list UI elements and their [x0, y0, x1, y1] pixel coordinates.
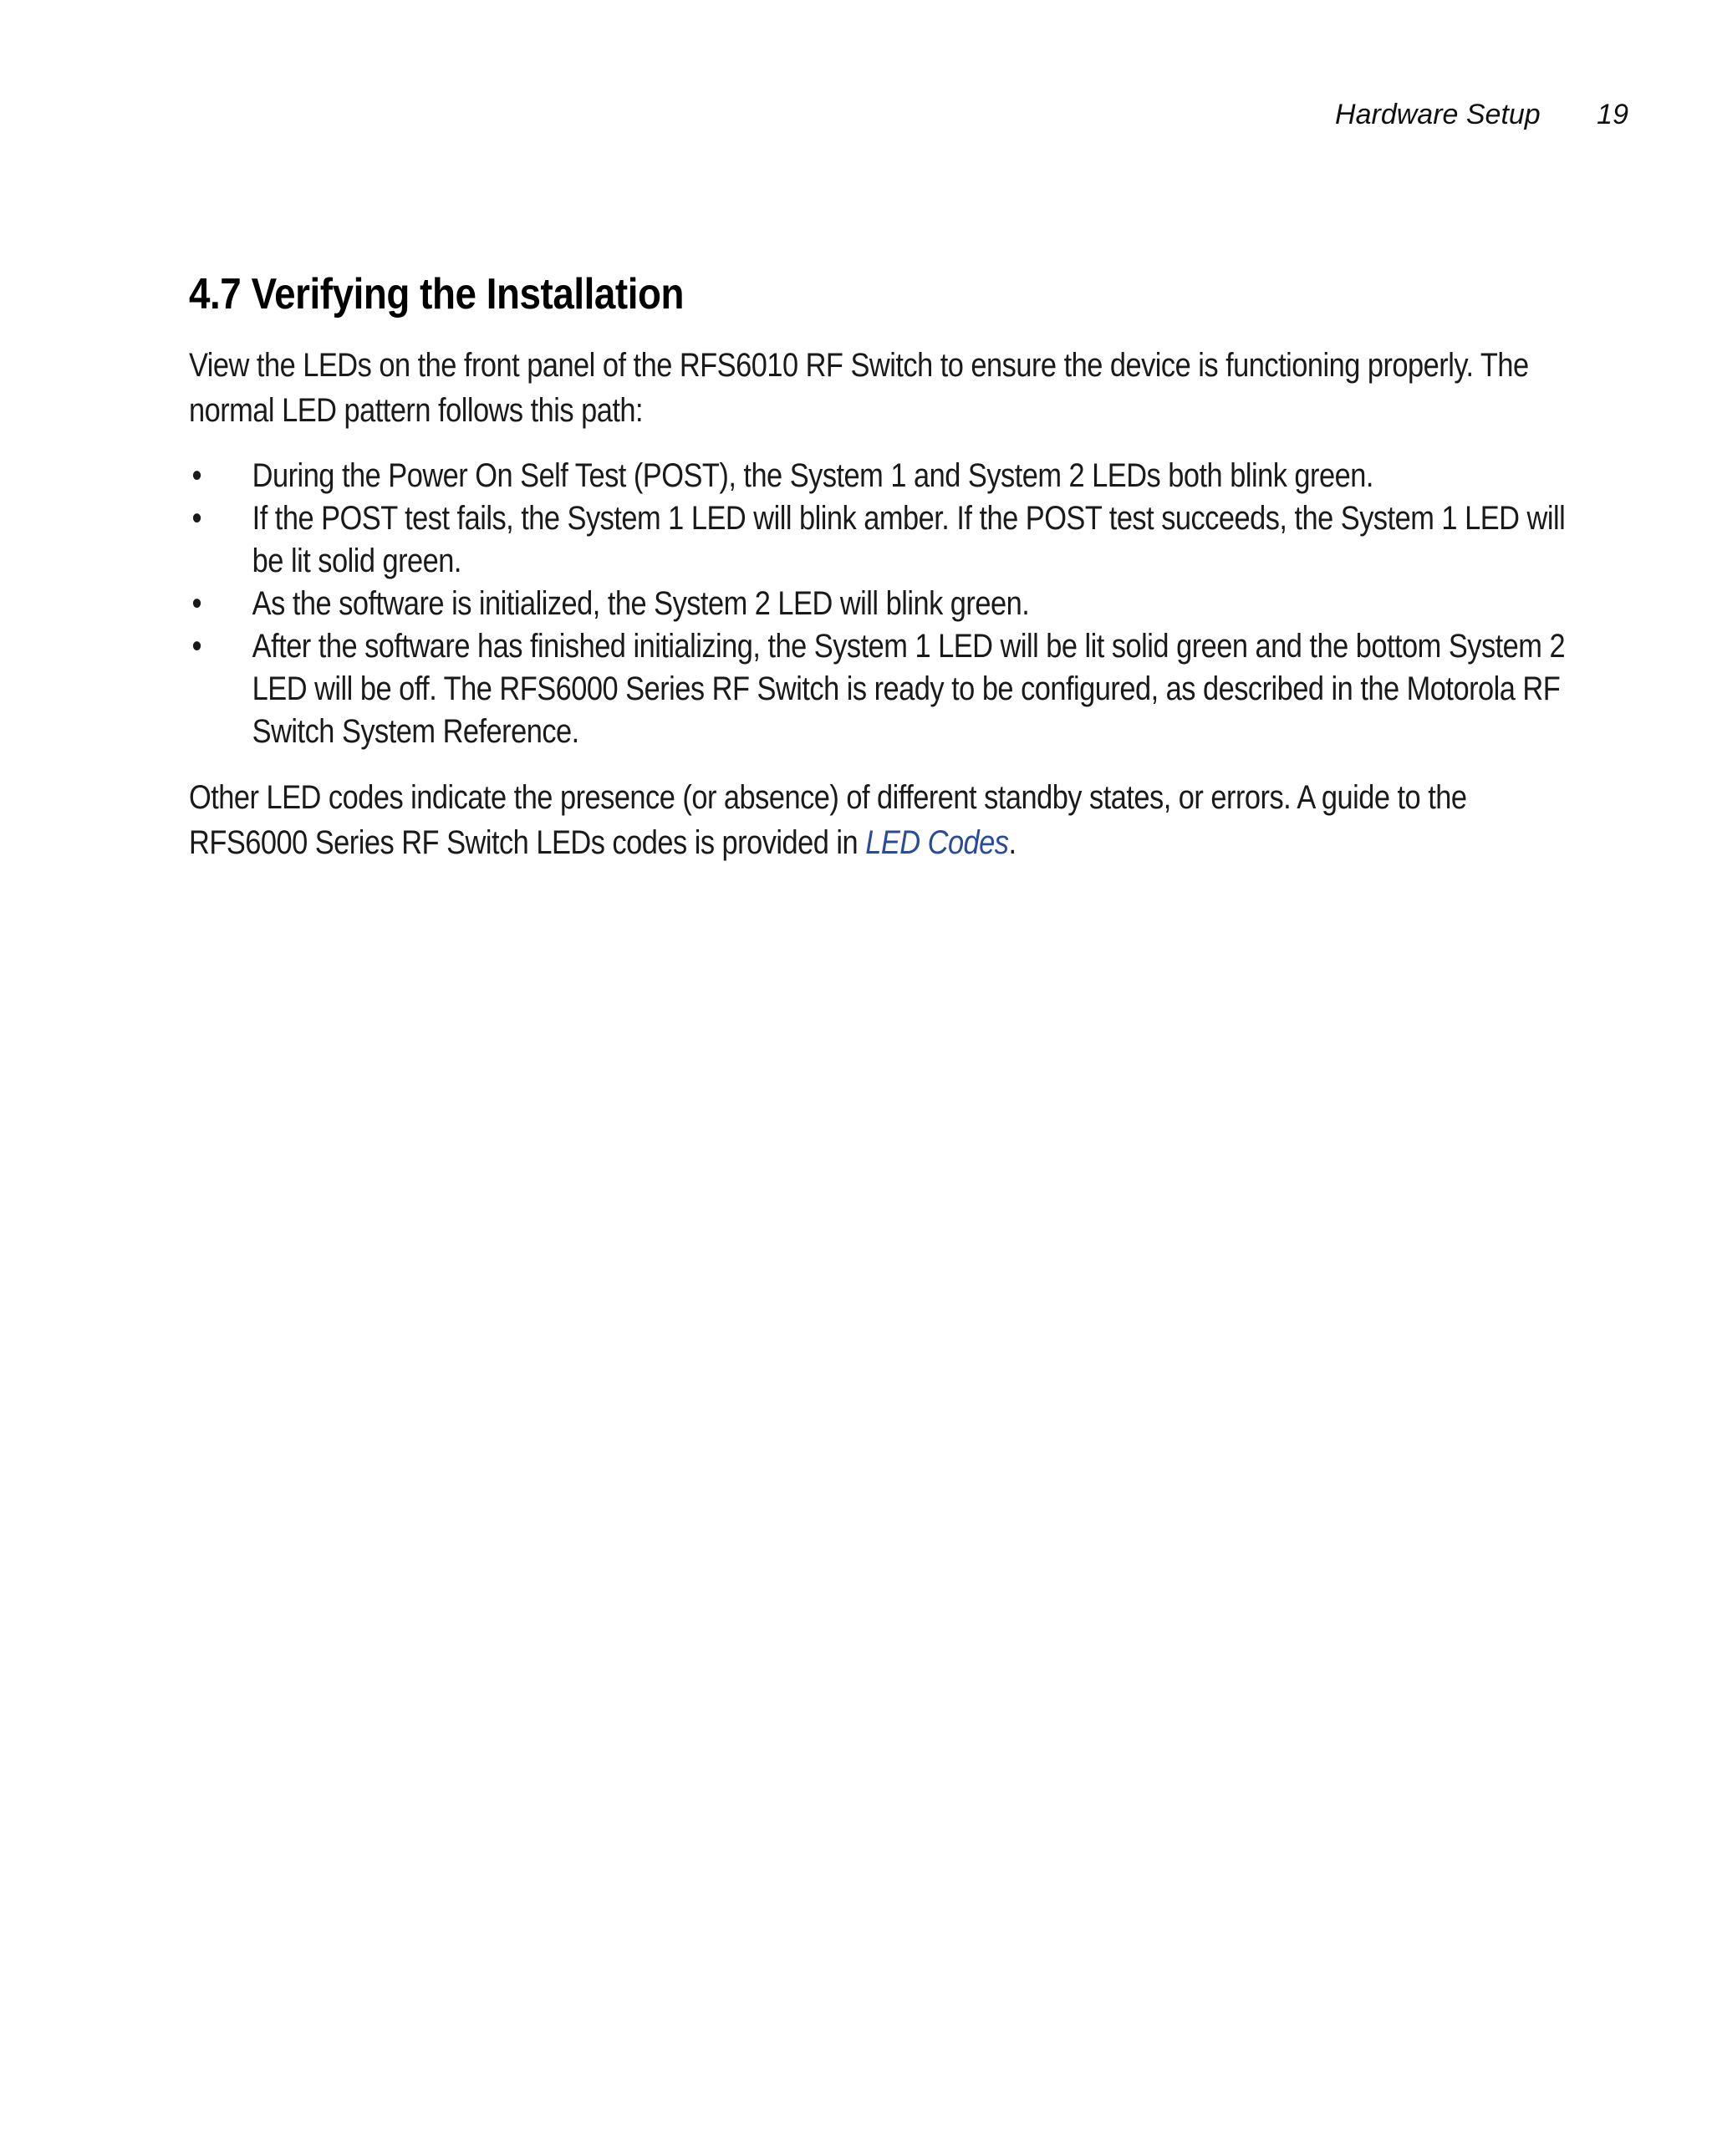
- intro-paragraph: View the LEDs on the front panel of the RFS6010 RF Switch to ensure the device is functioning properly. The normal LED pattern follows this path:: [189, 347, 1529, 429]
- list-item: [189, 583, 1590, 625]
- section-heading: 4.7 Verifying the Installation: [189, 270, 685, 319]
- list-item-text: After the software has finished initializing, the System 1 LED will be lit solid green and the bottom System 2 LED will be off. The RFS6000 Series RF Switch is ready to be configured, as described in the Motorola RF Switch System Reference.: [252, 628, 1566, 750]
- page-body: [189, 269, 1593, 865]
- bullet-icon: •: [191, 585, 201, 622]
- led-codes-link[interactable]: LED Codes: [865, 824, 1009, 861]
- list-item-text: If the POST test fails, the System 1 LED will blink amber. If the POST test succeeds, the System 1 LED will be lit solid green.: [252, 500, 1566, 579]
- header-section-name: Hardware Setup: [1335, 99, 1541, 130]
- led-pattern-list: [189, 455, 1590, 753]
- bullet-icon: •: [191, 457, 201, 494]
- list-item: [189, 455, 1590, 497]
- list-item-text: As the software is initialized, the System 2 LED will blink green.: [252, 585, 1030, 622]
- list-item: [189, 497, 1590, 583]
- page-number: 19: [1597, 99, 1628, 130]
- bullet-icon: •: [191, 628, 201, 665]
- closing-period: .: [1008, 824, 1016, 861]
- bullet-icon: •: [191, 500, 201, 537]
- list-item: [189, 625, 1590, 753]
- closing-text: Other LED codes indicate the presence (or absence) of different standby states, or errors. A guide to the RFS6000 Series RF Switch LEDs codes is provided in: [189, 779, 1467, 861]
- running-header: [960, 99, 1628, 131]
- list-item-text: During the Power On Self Test (POST), the System 1 and System 2 LEDs both blink green.: [252, 457, 1373, 494]
- closing-paragraph: [189, 775, 1590, 865]
